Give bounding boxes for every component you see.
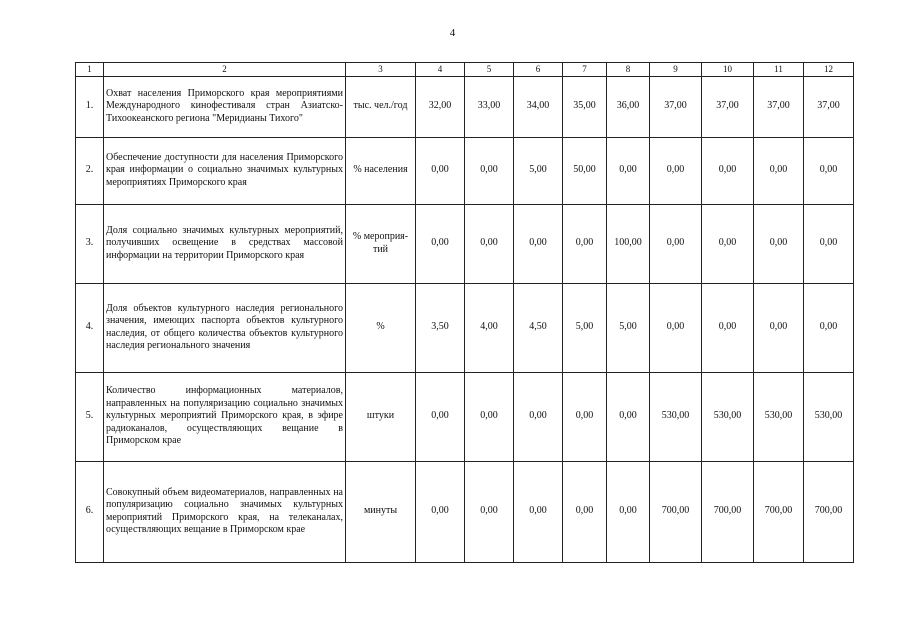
value-cell: 0,00 (563, 461, 607, 562)
value-cell: 0,00 (465, 204, 514, 283)
value-cell: 4,50 (514, 283, 563, 372)
value-cell: 700,00 (804, 461, 854, 562)
column-header: 7 (563, 63, 607, 77)
indicator-name: Количество информационных материалов, направленных на популяризацию социально значимых культурных мероприятий Приморского края, в эфире радиоканалов, осуществляющих вещание в Приморском крае (104, 372, 346, 461)
table-row (76, 372, 854, 461)
row-number: 3. (76, 204, 104, 283)
value-cell: 0,00 (804, 137, 854, 204)
indicator-name: Доля социально значимых культурных мероприятий, получивших освещение в средствах массовой информации на территории Приморского края (104, 204, 346, 283)
table-row (76, 204, 854, 283)
value-cell: 100,00 (607, 204, 650, 283)
indicator-name: Охват населения Приморского края мероприятиями Международного кинофестиваля стран Азиатско-Тихоокеанского региона "Меридианы Тихого" (104, 76, 346, 137)
value-cell: 37,00 (650, 76, 702, 137)
unit-of-measure: % мероприя-тий (346, 204, 416, 283)
column-header: 3 (346, 63, 416, 77)
value-cell: 0,00 (650, 137, 702, 204)
value-cell: 35,00 (563, 76, 607, 137)
value-cell: 4,00 (465, 283, 514, 372)
value-cell: 37,00 (804, 76, 854, 137)
value-cell: 3,50 (416, 283, 465, 372)
row-number: 6. (76, 461, 104, 562)
value-cell: 0,00 (514, 204, 563, 283)
column-header: 9 (650, 63, 702, 77)
value-cell: 34,00 (514, 76, 563, 137)
column-header: 10 (702, 63, 754, 77)
column-header: 12 (804, 63, 854, 77)
column-header: 11 (754, 63, 804, 77)
indicator-name: Обеспечение доступности для населения Приморского края информации о социально значимых культурных мероприятиях Приморского края (104, 137, 346, 204)
table-row (76, 76, 854, 137)
value-cell: 0,00 (465, 137, 514, 204)
value-cell: 700,00 (754, 461, 804, 562)
indicator-name: Совокупный объем видеоматериалов, направленных на популяризацию социально значимых культурных мероприятий Приморского края, на телеканалах, осуществляющих вещание в Приморском крае (104, 461, 346, 562)
value-cell: 0,00 (563, 372, 607, 461)
value-cell: 0,00 (465, 461, 514, 562)
value-cell: 0,00 (416, 461, 465, 562)
unit-of-measure: % (346, 283, 416, 372)
value-cell: 5,00 (514, 137, 563, 204)
value-cell: 0,00 (754, 137, 804, 204)
table-row (76, 461, 854, 562)
row-number: 4. (76, 283, 104, 372)
value-cell: 0,00 (465, 372, 514, 461)
value-cell: 37,00 (702, 76, 754, 137)
value-cell: 33,00 (465, 76, 514, 137)
value-cell: 50,00 (563, 137, 607, 204)
row-number: 2. (76, 137, 104, 204)
column-header: 5 (465, 63, 514, 77)
value-cell: 0,00 (607, 137, 650, 204)
value-cell: 0,00 (650, 283, 702, 372)
row-number: 5. (76, 372, 104, 461)
value-cell: 0,00 (514, 461, 563, 562)
value-cell: 0,00 (607, 372, 650, 461)
value-cell: 700,00 (650, 461, 702, 562)
value-cell: 36,00 (607, 76, 650, 137)
value-cell: 0,00 (754, 204, 804, 283)
value-cell: 0,00 (607, 461, 650, 562)
value-cell: 0,00 (754, 283, 804, 372)
unit-of-measure: минуты (346, 461, 416, 562)
indicator-name: Доля объектов культурного наследия регионального значения, имеющих паспорта объектов культурного наследия, от общего количества объектов культурного наследия регионального значения (104, 283, 346, 372)
row-number: 1. (76, 76, 104, 137)
value-cell: 530,00 (650, 372, 702, 461)
value-cell: 0,00 (416, 372, 465, 461)
page-number: 4 (449, 27, 456, 39)
column-header: 4 (416, 63, 465, 77)
column-header: 6 (514, 63, 563, 77)
value-cell: 32,00 (416, 76, 465, 137)
value-cell: 5,00 (563, 283, 607, 372)
value-cell: 37,00 (754, 76, 804, 137)
value-cell: 700,00 (702, 461, 754, 562)
column-header: 8 (607, 63, 650, 77)
unit-of-measure: штуки (346, 372, 416, 461)
value-cell: 0,00 (702, 204, 754, 283)
column-header: 2 (104, 63, 346, 77)
table-row (76, 137, 854, 204)
indicators-table (75, 62, 854, 563)
value-cell: 0,00 (514, 372, 563, 461)
value-cell: 0,00 (804, 283, 854, 372)
value-cell: 5,00 (607, 283, 650, 372)
value-cell: 0,00 (416, 137, 465, 204)
table-row (76, 283, 854, 372)
value-cell: 0,00 (702, 283, 754, 372)
value-cell: 0,00 (702, 137, 754, 204)
unit-of-measure: тыс. чел./год (346, 76, 416, 137)
value-cell: 530,00 (754, 372, 804, 461)
unit-of-measure: % населения (346, 137, 416, 204)
value-cell: 0,00 (563, 204, 607, 283)
value-cell: 0,00 (650, 204, 702, 283)
value-cell: 530,00 (804, 372, 854, 461)
column-header: 1 (76, 63, 104, 77)
value-cell: 0,00 (804, 204, 854, 283)
value-cell: 530,00 (702, 372, 754, 461)
column-numbers-row (76, 63, 854, 77)
value-cell: 0,00 (416, 204, 465, 283)
